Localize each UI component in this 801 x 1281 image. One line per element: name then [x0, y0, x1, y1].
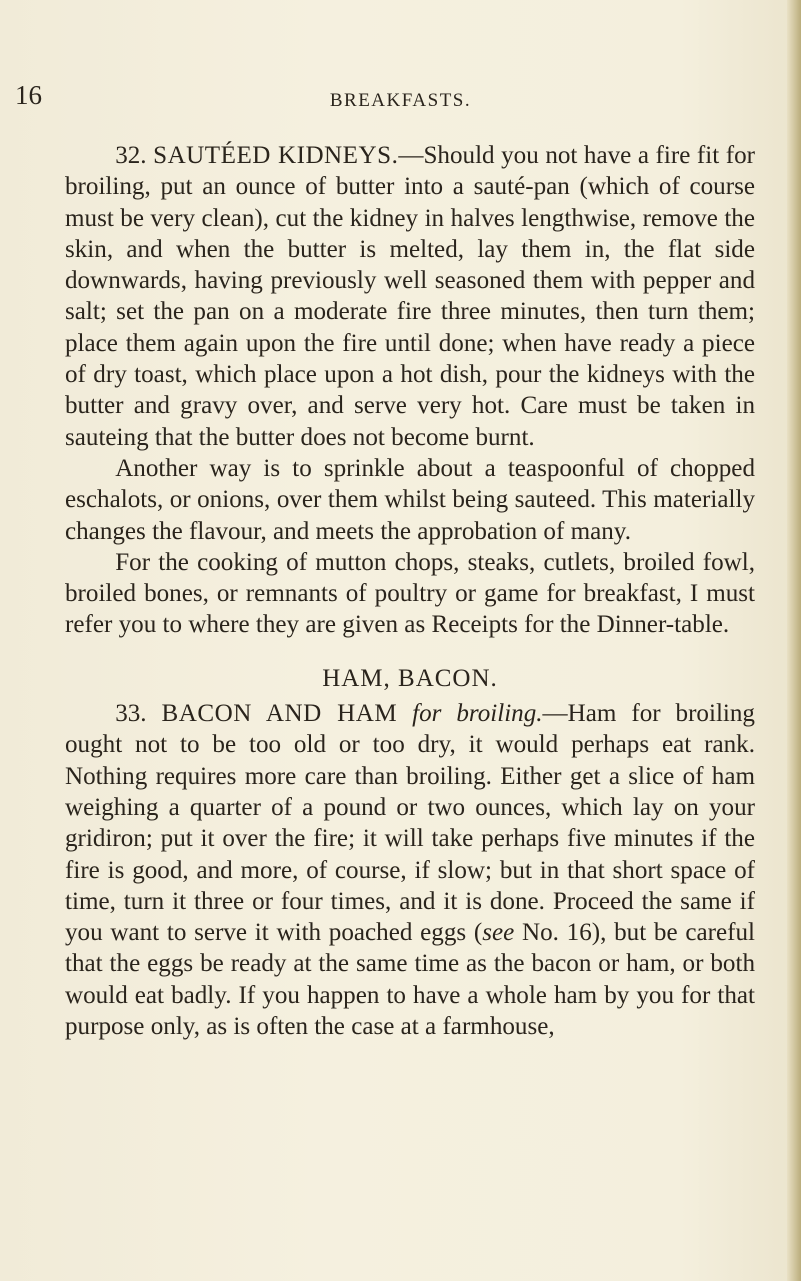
recipe-32-number: 32.: [115, 142, 147, 169]
recipe-33-italic: for broiling.: [412, 700, 543, 728]
section-heading: HAM, BACON.: [322, 664, 498, 692]
recipe-32-body: —Should you not have a fire fit for broiling, put an ounce of butter into a sauté-pan (which of course must be very clean), cut the kidney in halves lengthwise, remove the skin, and when the butter is melted, lay them in, the flat side downwards, having previously well seasoned them with pepper and salt; set the pan on a moderate fire three minutes, then turn them; place them again upon the fire until done; when have ready a piece of dry toast, which place upon a hot dish, pour the kidneys with the butter and gravy over, and serve very hot. Care must be taken in sauteing that the butter does not become burnt.: [65, 142, 755, 451]
running-head: BREAKFASTS.: [329, 90, 472, 111]
paragraph-another-way: Another way is to sprinkle about a teaspoonful of chopped eschalots, or onions, over them whilst being sauteed. This materially changes the flavour, and meets the approbation of many.: [65, 454, 755, 545]
recipe-33-body-2: No. 16), but be careful that the eggs be ready at the same time as the bacon or ham, or both would eat badly. If you happen to have a whole ham by you for that purpose only, as is often the case at a farmhouse,: [65, 919, 755, 1041]
see-reference: see: [482, 919, 515, 947]
recipe-32-title: SAUTÉED KIDNEYS.: [153, 142, 399, 169]
recipe-33-paragraph: [65, 698, 755, 1042]
recipe-33-title: BACON AND HAM: [161, 700, 398, 728]
page-edge: [787, 0, 801, 1281]
recipe-32-paragraph: [65, 140, 755, 453]
paragraph-cooking-reference: For the cooking of mutton chops, steaks, cutlets, broiled fowl, broiled bones, or remnants of poultry or game for breakfast, I must refer you to where they are given as Receipts for the Dinner-table.: [65, 548, 755, 639]
recipe-33-number: 33.: [115, 700, 147, 728]
body-text: [65, 140, 755, 1042]
page-number: 16: [15, 80, 42, 110]
recipe-33-body-1: —Ham for broiling ought not to be too old or too dry, it would perhaps eat rank. Nothing requires more care than broiling. Either get a slice of ham weighing a quarter of a pound or two ounces, which lay on your gridiron; put it over the fire; it will take perhaps five minutes if the fire is good, and more, of course, if slow; but in that short space of time, turn it three or four times, and it is done. Proceed the same if you want to serve it with poached eggs (: [65, 700, 755, 947]
